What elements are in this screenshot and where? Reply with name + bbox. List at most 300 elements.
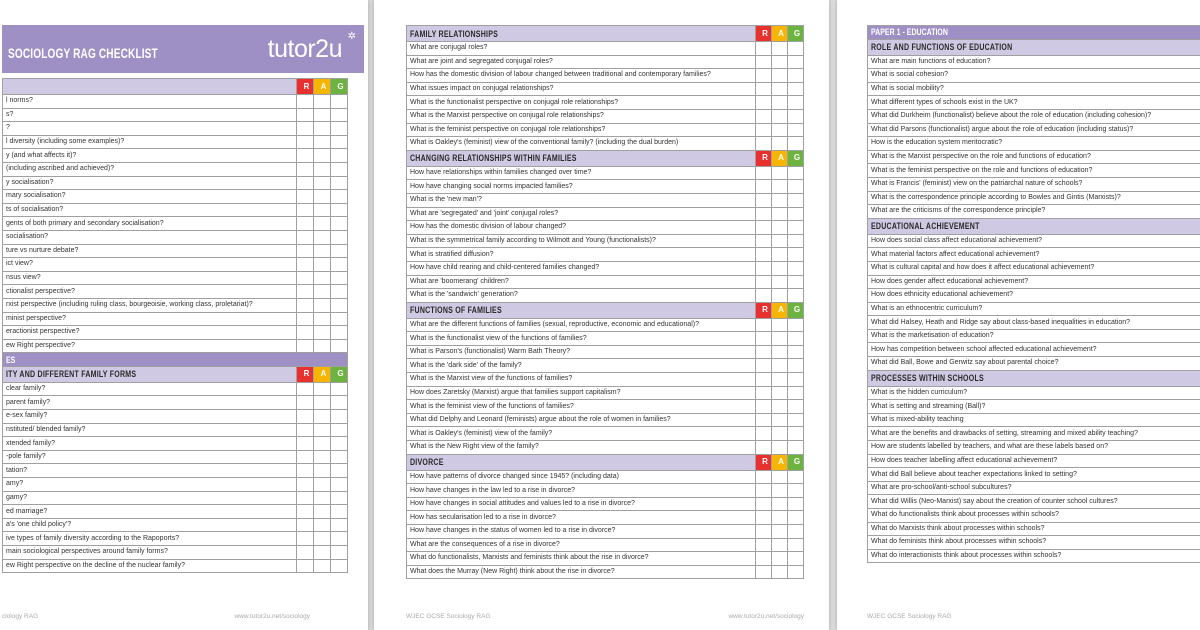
rag-amber-checkbox[interactable] (314, 203, 331, 217)
checklist-row (3, 244, 348, 258)
rag-red-checkbox[interactable] (756, 193, 772, 207)
question-text: l diversity (including some examples)? (3, 135, 297, 149)
rag-amber-checkbox[interactable] (314, 285, 331, 299)
rag-amber-checkbox[interactable] (314, 217, 331, 231)
rag-red-checkbox[interactable] (756, 497, 772, 511)
rag-amber-checkbox[interactable] (772, 345, 788, 359)
rag-green-checkbox[interactable] (788, 332, 804, 346)
rag-green-checkbox[interactable] (788, 82, 804, 96)
checklist-row (407, 166, 804, 180)
rag-green-checkbox[interactable] (788, 565, 804, 579)
rag-green-checkbox[interactable] (331, 230, 348, 244)
checklist-row (407, 345, 804, 359)
question-text: What is the functionalist perspective on conjugal role relationships? (407, 96, 756, 110)
rag-amber-checkbox[interactable] (314, 190, 331, 204)
section-heading (407, 26, 756, 42)
rag-green-checkbox[interactable] (788, 166, 804, 180)
rag-red-header: R (756, 26, 772, 42)
rag-green-checkbox[interactable] (788, 427, 804, 441)
rag-red-checkbox[interactable] (756, 123, 772, 137)
rag-red-checkbox[interactable] (756, 373, 772, 387)
rag-red-checkbox[interactable] (297, 437, 314, 451)
question-text: -pole family? (3, 450, 297, 464)
rag-amber-checkbox[interactable] (314, 230, 331, 244)
question-text: e-sex family? (3, 410, 297, 424)
question-text: How has the domestic division of labour changed between traditional and contemporary families? (407, 69, 756, 83)
rag-red-checkbox[interactable] (297, 108, 314, 122)
rag-amber-checkbox[interactable] (772, 359, 788, 373)
rag-amber-checkbox[interactable] (314, 162, 331, 176)
rag-green-header: G (788, 26, 804, 42)
rag-red-checkbox[interactable] (297, 285, 314, 299)
question-text: What is Parson's (functionalist) Warm Bath Theory? (407, 345, 756, 359)
question-text: a's 'one child policy'? (3, 518, 297, 532)
rag-red-checkbox[interactable] (297, 559, 314, 573)
rag-amber-checkbox[interactable] (772, 538, 788, 552)
rag-red-checkbox[interactable] (756, 441, 772, 455)
rag-green-checkbox[interactable] (331, 437, 348, 451)
question-text: What is the feminist perspective on conjugal role relationships? (407, 123, 756, 137)
rag-green-checkbox[interactable] (331, 478, 348, 492)
checklist-row (407, 538, 804, 552)
rag-green-checkbox[interactable] (788, 413, 804, 427)
rag-red-checkbox[interactable] (756, 221, 772, 235)
rag-amber-checkbox[interactable] (772, 221, 788, 235)
rag-amber-checkbox[interactable] (314, 464, 331, 478)
checklist-row (3, 258, 348, 272)
question-text: What did Willis (Neo-Marxist) say about the creation of counter school cultures? (868, 495, 1200, 509)
rag-amber-header: A (772, 454, 788, 470)
rag-green-checkbox[interactable] (788, 109, 804, 123)
rag-green-checkbox[interactable] (331, 546, 348, 560)
question-text: What is the 'new man'? (407, 193, 756, 207)
topic-title-text: ES (6, 354, 16, 365)
section-heading-text: FUNCTIONS OF FAMILIES (410, 305, 502, 316)
rag-red-checkbox[interactable] (297, 271, 314, 285)
rag-green-checkbox[interactable] (788, 123, 804, 137)
rag-green-checkbox[interactable] (331, 244, 348, 258)
section-heading-text: PROCESSES WITHIN SCHOOLS (871, 373, 984, 384)
rag-amber-checkbox[interactable] (314, 478, 331, 492)
rag-green-checkbox[interactable] (788, 400, 804, 414)
rag-red-checkbox[interactable] (297, 312, 314, 326)
rag-amber-checkbox[interactable] (772, 193, 788, 207)
section-heading-text: DIVORCE (410, 457, 444, 468)
rag-red-checkbox[interactable] (756, 180, 772, 194)
tutor2u-logo: tutor2u (267, 35, 342, 63)
rag-red-checkbox[interactable] (297, 258, 314, 272)
rag-green-checkbox[interactable] (331, 203, 348, 217)
rag-amber-checkbox[interactable] (772, 373, 788, 387)
rag-amber-checkbox[interactable] (772, 261, 788, 275)
rag-amber-checkbox[interactable] (772, 69, 788, 83)
rag-amber-checkbox[interactable] (314, 505, 331, 519)
section-heading (407, 302, 756, 318)
rag-green-checkbox[interactable] (331, 491, 348, 505)
checklist-row (868, 55, 1200, 69)
checklist-row (407, 69, 804, 83)
rag-green-checkbox[interactable] (788, 248, 804, 262)
rag-amber-checkbox[interactable] (772, 497, 788, 511)
rag-table-page-2 (406, 25, 804, 579)
rag-green-checkbox[interactable] (331, 95, 348, 109)
rag-amber-checkbox[interactable] (772, 318, 788, 332)
checklist-row (3, 271, 348, 285)
rag-red-checkbox[interactable] (756, 484, 772, 498)
question-text: What are 'segregated' and 'joint' conjugal roles? (407, 207, 756, 221)
rag-amber-checkbox[interactable] (314, 396, 331, 410)
rag-red-checkbox[interactable] (297, 217, 314, 231)
rag-green-checkbox[interactable] (788, 511, 804, 525)
rag-green-checkbox[interactable] (331, 190, 348, 204)
rag-red-checkbox[interactable] (297, 176, 314, 190)
rag-red-checkbox[interactable] (297, 149, 314, 163)
rag-amber-checkbox[interactable] (772, 55, 788, 69)
rag-amber-checkbox[interactable] (772, 82, 788, 96)
rag-amber-checkbox[interactable] (772, 511, 788, 525)
question-text: y (and what affects it)? (3, 149, 297, 163)
checklist-page-1 (0, 0, 368, 630)
rag-green-checkbox[interactable] (331, 382, 348, 396)
rag-amber-checkbox[interactable] (314, 135, 331, 149)
rag-green-checkbox[interactable] (331, 339, 348, 353)
checklist-row (868, 234, 1200, 248)
rag-green-checkbox[interactable] (788, 484, 804, 498)
rag-red-checkbox[interactable] (756, 82, 772, 96)
rag-green-checkbox[interactable] (788, 180, 804, 194)
question-text: ict view? (3, 258, 297, 272)
rag-red-header: R (297, 79, 314, 95)
question-text: rxist perspective (including ruling class, bourgeoisie, working class, proletariat)? (3, 298, 297, 312)
question-text: How has secularisation led to a rise in divorce? (407, 511, 756, 525)
rag-green-checkbox[interactable] (788, 69, 804, 83)
rag-green-checkbox[interactable] (788, 345, 804, 359)
rag-red-header: R (297, 366, 314, 382)
rag-red-checkbox[interactable] (756, 413, 772, 427)
rag-red-checkbox[interactable] (756, 109, 772, 123)
rag-amber-checkbox[interactable] (314, 271, 331, 285)
rag-red-checkbox[interactable] (297, 546, 314, 560)
rag-red-checkbox[interactable] (756, 207, 772, 221)
rag-green-checkbox[interactable] (331, 326, 348, 340)
question-text: eractionist perspective? (3, 326, 297, 340)
rag-amber-checkbox[interactable] (772, 275, 788, 289)
checklist-title: SOCIOLOGY RAG CHECKLIST (8, 45, 158, 61)
question-text: ctionalist perspective? (3, 285, 297, 299)
question-text: What material factors affect educational achievement? (868, 248, 1200, 262)
rag-green-checkbox[interactable] (788, 359, 804, 373)
rag-green-checkbox[interactable] (331, 464, 348, 478)
rag-amber-checkbox[interactable] (314, 244, 331, 258)
rag-amber-checkbox[interactable] (772, 470, 788, 484)
question-text: What is the Marxist perspective on conjugal role relationships? (407, 109, 756, 123)
checklist-row (407, 552, 804, 566)
checklist-row (868, 316, 1200, 330)
question-text: What did Ball, Bowe and Gerwitz say about parental choice? (868, 357, 1200, 371)
rag-red-checkbox[interactable] (297, 505, 314, 519)
rag-red-checkbox[interactable] (756, 275, 772, 289)
rag-red-checkbox[interactable] (297, 491, 314, 505)
checklist-row (3, 532, 348, 546)
rag-red-checkbox[interactable] (756, 55, 772, 69)
section-heading-text: EDUCATIONAL ACHIEVEMENT (871, 221, 980, 232)
rag-amber-checkbox[interactable] (772, 109, 788, 123)
rag-green-checkbox[interactable] (788, 96, 804, 110)
rag-amber-checkbox[interactable] (772, 166, 788, 180)
rag-amber-checkbox[interactable] (772, 123, 788, 137)
rag-amber-checkbox[interactable] (772, 565, 788, 579)
rag-amber-checkbox[interactable] (314, 532, 331, 546)
rag-amber-checkbox[interactable] (314, 546, 331, 560)
rag-green-checkbox[interactable] (331, 285, 348, 299)
rag-green-checkbox[interactable] (331, 135, 348, 149)
rag-red-checkbox[interactable] (297, 478, 314, 492)
rag-amber-checkbox[interactable] (314, 95, 331, 109)
rag-red-header: R (756, 150, 772, 166)
checklist-row (868, 261, 1200, 275)
rag-red-checkbox[interactable] (756, 166, 772, 180)
rag-green-checkbox[interactable] (331, 271, 348, 285)
rag-red-checkbox[interactable] (297, 298, 314, 312)
rag-amber-checkbox[interactable] (772, 386, 788, 400)
rag-red-checkbox[interactable] (756, 552, 772, 566)
checklist-row (407, 470, 804, 484)
rag-red-checkbox[interactable] (297, 162, 314, 176)
question-text: What is social mobility? (868, 82, 1200, 96)
rag-green-checkbox[interactable] (788, 373, 804, 387)
checklist-row (868, 164, 1200, 178)
rag-red-checkbox[interactable] (297, 532, 314, 546)
question-text: socialisation? (3, 230, 297, 244)
rag-red-checkbox[interactable] (756, 318, 772, 332)
rag-green-checkbox[interactable] (788, 137, 804, 151)
rag-green-checkbox[interactable] (788, 193, 804, 207)
rag-red-checkbox[interactable] (297, 203, 314, 217)
rag-amber-checkbox[interactable] (314, 437, 331, 451)
checklist-row (407, 386, 804, 400)
rag-amber-checkbox[interactable] (772, 332, 788, 346)
rag-green-checkbox[interactable] (788, 207, 804, 221)
rag-red-checkbox[interactable] (297, 410, 314, 424)
question-text: How does gender affect educational achievement? (868, 275, 1200, 289)
rag-red-checkbox[interactable] (297, 382, 314, 396)
rag-green-checkbox[interactable] (788, 234, 804, 248)
rag-red-checkbox[interactable] (756, 261, 772, 275)
rag-red-checkbox[interactable] (297, 339, 314, 353)
rag-amber-checkbox[interactable] (314, 450, 331, 464)
rag-green-checkbox[interactable] (788, 221, 804, 235)
rag-amber-checkbox[interactable] (314, 326, 331, 340)
rag-green-checkbox[interactable] (788, 261, 804, 275)
checklist-row (868, 386, 1200, 400)
rag-green-checkbox[interactable] (331, 162, 348, 176)
rag-red-checkbox[interactable] (756, 386, 772, 400)
rag-amber-checkbox[interactable] (772, 234, 788, 248)
rag-red-checkbox[interactable] (297, 396, 314, 410)
rag-green-checkbox[interactable] (788, 55, 804, 69)
rag-amber-checkbox[interactable] (314, 312, 331, 326)
checklist-row (868, 177, 1200, 191)
rag-green-checkbox[interactable] (331, 396, 348, 410)
checklist-row (407, 207, 804, 221)
rag-amber-checkbox[interactable] (314, 339, 331, 353)
question-text: What is Francis' (feminist) view on the patriarchal nature of schools? (868, 177, 1200, 191)
question-text: What is the feminist perspective on the role and functions of education? (868, 164, 1200, 178)
question-text: ive types of family diversity according to the Rapoports? (3, 532, 297, 546)
question-text: What did Durkheim (functionalist) believe about the role of education (including cohesion)? (868, 109, 1200, 123)
rag-red-checkbox[interactable] (756, 332, 772, 346)
rag-green-checkbox[interactable] (331, 410, 348, 424)
rag-red-checkbox[interactable] (756, 525, 772, 539)
checklist-row (3, 478, 348, 492)
section-heading-empty (3, 79, 297, 95)
rag-green-checkbox[interactable] (788, 538, 804, 552)
rag-green-checkbox[interactable] (331, 298, 348, 312)
rag-amber-checkbox[interactable] (314, 491, 331, 505)
rag-red-checkbox[interactable] (756, 427, 772, 441)
rag-amber-checkbox[interactable] (314, 298, 331, 312)
rag-green-checkbox[interactable] (331, 312, 348, 326)
rag-amber-checkbox[interactable] (772, 441, 788, 455)
question-text: What is the marketisation of education? (868, 329, 1200, 343)
section-heading-text: FAMILY RELATIONSHIPS (410, 28, 499, 39)
question-text: What do Marxists think about processes within schools? (868, 522, 1200, 536)
rag-green-checkbox[interactable] (788, 42, 804, 56)
rag-green-checkbox[interactable] (331, 505, 348, 519)
question-text: What are joint and segregated conjugal roles? (407, 55, 756, 69)
rag-red-checkbox[interactable] (756, 470, 772, 484)
checklist-row (407, 289, 804, 303)
rag-green-checkbox[interactable] (331, 423, 348, 437)
rag-green-checkbox[interactable] (331, 532, 348, 546)
rag-red-checkbox[interactable] (297, 423, 314, 437)
rag-red-checkbox[interactable] (297, 190, 314, 204)
rag-red-checkbox[interactable] (297, 95, 314, 109)
rag-red-checkbox[interactable] (297, 230, 314, 244)
rag-green-checkbox[interactable] (788, 552, 804, 566)
rag-green-checkbox[interactable] (788, 525, 804, 539)
rag-red-checkbox[interactable] (297, 244, 314, 258)
rag-amber-checkbox[interactable] (772, 42, 788, 56)
checklist-row (3, 546, 348, 560)
rag-amber-checkbox[interactable] (772, 400, 788, 414)
rag-green-checkbox[interactable] (331, 149, 348, 163)
rag-amber-checkbox[interactable] (772, 289, 788, 303)
checklist-row (407, 441, 804, 455)
rag-amber-checkbox[interactable] (772, 207, 788, 221)
checklist-row (3, 95, 348, 109)
rag-amber-checkbox[interactable] (772, 137, 788, 151)
rag-red-checkbox[interactable] (756, 234, 772, 248)
rag-red-checkbox[interactable] (756, 96, 772, 110)
rag-amber-checkbox[interactable] (314, 108, 331, 122)
rag-red-checkbox[interactable] (297, 464, 314, 478)
rag-green-checkbox[interactable] (331, 108, 348, 122)
question-text: What is the symmetrical family according to Wilmott and Young (functionalists)? (407, 234, 756, 248)
rag-red-checkbox[interactable] (297, 326, 314, 340)
rag-amber-checkbox[interactable] (772, 525, 788, 539)
checklist-row (868, 191, 1200, 205)
rag-green-checkbox[interactable] (331, 258, 348, 272)
rag-amber-checkbox[interactable] (314, 559, 331, 573)
rag-red-checkbox[interactable] (756, 538, 772, 552)
checklist-row (407, 400, 804, 414)
rag-amber-checkbox[interactable] (772, 427, 788, 441)
rag-amber-checkbox[interactable] (772, 248, 788, 262)
rag-red-checkbox[interactable] (756, 248, 772, 262)
rag-red-checkbox[interactable] (756, 137, 772, 151)
rag-amber-checkbox[interactable] (772, 180, 788, 194)
rag-amber-checkbox[interactable] (314, 258, 331, 272)
rag-green-checkbox[interactable] (331, 176, 348, 190)
question-text: What is the Marxist perspective on the role and functions of education? (868, 150, 1200, 164)
rag-amber-checkbox[interactable] (772, 484, 788, 498)
rag-amber-checkbox[interactable] (314, 410, 331, 424)
checklist-row (3, 410, 348, 424)
checklist-row (868, 413, 1200, 427)
section-header-row (407, 150, 804, 166)
rag-amber-checkbox[interactable] (772, 413, 788, 427)
footer-right: www.tutor2u.net/sociology (728, 613, 804, 620)
rag-red-checkbox[interactable] (756, 69, 772, 83)
rag-red-checkbox[interactable] (756, 345, 772, 359)
rag-amber-checkbox[interactable] (314, 122, 331, 136)
rag-green-checkbox[interactable] (788, 497, 804, 511)
checklist-row (3, 339, 348, 353)
rag-red-checkbox[interactable] (756, 565, 772, 579)
rag-amber-checkbox[interactable] (772, 552, 788, 566)
checklist-row (3, 122, 348, 136)
rag-amber-checkbox[interactable] (314, 149, 331, 163)
rag-red-checkbox[interactable] (756, 42, 772, 56)
rag-green-checkbox[interactable] (331, 217, 348, 231)
footer-right: www.tutor2u.net/sociology (234, 613, 310, 620)
rag-amber-checkbox[interactable] (314, 176, 331, 190)
checklist-row (868, 495, 1200, 509)
checklist-row (868, 400, 1200, 414)
rag-green-checkbox[interactable] (788, 289, 804, 303)
rag-amber-checkbox[interactable] (314, 518, 331, 532)
rag-amber-checkbox[interactable] (772, 96, 788, 110)
rag-green-checkbox[interactable] (788, 386, 804, 400)
rag-green-checkbox[interactable] (788, 318, 804, 332)
rag-red-checkbox[interactable] (756, 400, 772, 414)
rag-red-checkbox[interactable] (756, 359, 772, 373)
rag-red-checkbox[interactable] (297, 122, 314, 136)
rag-green-checkbox[interactable] (788, 470, 804, 484)
rag-red-checkbox[interactable] (756, 289, 772, 303)
rag-red-checkbox[interactable] (297, 135, 314, 149)
rag-green-checkbox[interactable] (788, 441, 804, 455)
checklist-row (868, 329, 1200, 343)
checklist-row (3, 505, 348, 519)
rag-red-checkbox[interactable] (297, 450, 314, 464)
rag-green-checkbox[interactable] (331, 518, 348, 532)
logo-sparkle-icon: ✲ (347, 31, 356, 42)
rag-table-page-1 (2, 78, 348, 573)
rag-green-checkbox[interactable] (788, 275, 804, 289)
rag-green-checkbox[interactable] (331, 450, 348, 464)
rag-amber-checkbox[interactable] (314, 423, 331, 437)
rag-red-checkbox[interactable] (297, 518, 314, 532)
rag-green-checkbox[interactable] (331, 559, 348, 573)
checklist-row (868, 302, 1200, 316)
checklist-row (3, 312, 348, 326)
rag-amber-checkbox[interactable] (314, 382, 331, 396)
rag-red-checkbox[interactable] (756, 511, 772, 525)
rag-green-checkbox[interactable] (331, 122, 348, 136)
checklist-row (407, 96, 804, 110)
